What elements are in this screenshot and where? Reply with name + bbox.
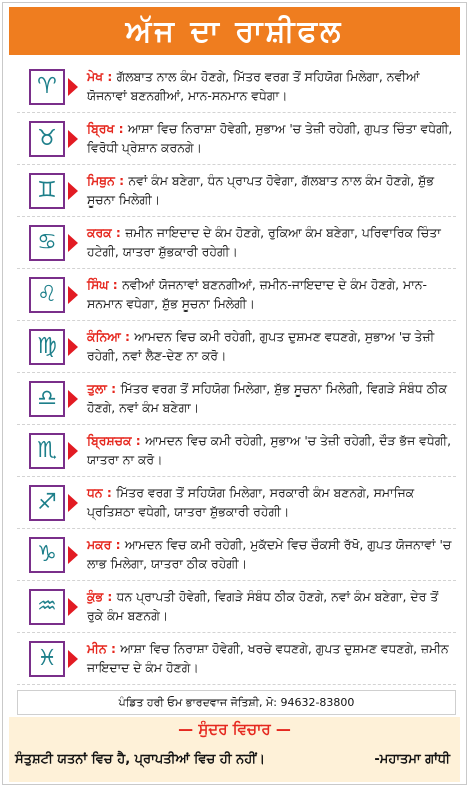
zodiac-symbol: ♍ [37,334,57,359]
cancer-icon [29,225,65,261]
horoscope-row [17,321,456,373]
sign-name: ਮੇਖ [87,69,104,84]
sign-prediction: ਧਨ ਪ੍ਰਾਪਤੀ ਹੋਵੇਗੀ, ਵਿਗੜੇ ਸੰਬੰਧ ਠੀਕ ਹੋਣਗੇ, ਨਵਾਂ ਕੰਮ ਬਣੇਗਾ, ਦੇਰ ਤੋਂ ਰੁਕੇ ਕੰਮ ਬਣਨਗੇ। [87,589,439,623]
horoscope-text [87,483,454,521]
sign-name: ਕਰਕ [87,225,112,240]
sign-name: ਧਨ [87,485,103,500]
thought-title: — ਸੁੰਦਰ ਵਿਚਾਰ — [178,720,291,738]
horoscope-text [87,223,454,261]
horoscope-text [87,171,454,209]
sign-separator: : [111,225,126,240]
sign-name: ਤੁਲਾ [87,381,107,396]
sign-prediction: ਗੱਲਬਾਤ ਨਾਲ ਕੰਮ ਹੋਣਗੇ, ਮਿੱਤਰ ਵਰਗ ਤੋਂ ਸਹਿਯੋਗ ਮਿਲੇਗਾ, ਨਵੀਆਂ ਯੋਜਨਾਵਾਂ ਬਣਨਗੀਆਂ, ਮਾਨ-ਸਨਮਾਨ ਵਧੇਗਾ। [87,69,420,103]
pointer-arrow-icon [68,286,78,304]
sign-separator: : [111,537,125,552]
sign-separator: : [114,121,128,136]
horoscope-row [17,529,456,581]
pointer-arrow-icon [68,338,78,356]
zodiac-symbol: ♑ [37,542,57,567]
sign-separator: : [106,641,121,656]
sign-separator: : [108,277,123,292]
horoscope-list [17,61,456,685]
sagittarius-icon [29,485,65,521]
zodiac-symbol: ♎ [37,386,57,411]
horoscope-row [17,217,456,269]
zodiac-symbol: ♓ [37,646,57,671]
thought-box [9,717,460,782]
sign-separator: : [103,69,117,84]
aries-icon [29,69,65,105]
sign-name: ਮਿਥੁਨ [87,173,115,188]
horoscope-row [17,269,456,321]
pointer-arrow-icon [68,598,78,616]
virgo-icon [29,329,65,365]
taurus-icon [29,121,65,157]
horoscope-page [2,2,467,785]
sign-name: ਕੰਨਿਆ [87,329,121,344]
horoscope-row [17,373,456,425]
libra-icon [29,381,65,417]
horoscope-row [17,425,456,477]
pointer-arrow-icon [68,494,78,512]
horoscope-text [87,431,454,469]
horoscope-text [87,535,454,573]
horoscope-row [17,165,456,217]
pointer-arrow-icon [68,78,78,96]
pointer-arrow-icon [68,546,78,564]
gemini-icon [29,173,65,209]
thought-author: -ਮਹਾਤਮਾ ਗਾਂਧੀ [374,752,450,767]
sign-name: ਮੀਨ [87,641,107,656]
horoscope-text [87,587,454,625]
capricorn-icon [29,537,65,573]
zodiac-symbol: ♐ [37,490,57,515]
sign-prediction: ਆਸ਼ਾ ਵਿਚ ਨਿਰਾਸ਼ਾ ਹੋਵੇਗੀ, ਖਰਚੇ ਵਧਣਗੇ, ਗੁਪਤ ਦੁਸ਼ਮਣ ਵਧਣਗੇ, ਜ਼ਮੀਨ ਜਾਇਦਾਦ ਦੇ ਕੰਮ ਹੋਣਗੇ। [87,641,449,675]
sign-separator: : [131,433,146,448]
sign-prediction: ਮਿੱਤਰ ਵਰਗ ਤੋਂ ਸਹਿਯੋਗ ਮਿਲੇਗਾ, ਸਰਕਾਰੀ ਕੰਮ ਬਣਨਗੇ, ਸਮਾਜਿਕ ਪ੍ਰਤਿਸ਼ਠਾ ਵਧੇਗੀ, ਯਾਤਰਾ ਸ਼ੁੱਭਕਾਰੀ ਰਹੇਗੀ। [87,485,415,519]
leo-icon [29,277,65,313]
zodiac-symbol: ♋ [37,230,57,255]
sign-name: ਕੁੰਭ [87,589,104,604]
zodiac-symbol: ♉ [37,126,57,151]
horoscope-text [87,275,454,313]
sign-name: ਬ੍ਰਿਸ਼ਚਕ [87,433,132,448]
pointer-arrow-icon [68,130,78,148]
sign-name: ਮਕਰ [87,537,112,552]
sign-prediction: ਨਵਾਂ ਕੰਮ ਬਣੇਗਾ, ਧੰਨ ਪ੍ਰਾਪਤ ਹੋਵੇਗਾ, ਗੱਲਬਾਤ ਨਾਲ ਕੰਮ ਹੋਣਗੇ, ਸ਼ੁੱਭ ਸੂਚਨਾ ਮਿਲੇਗੀ। [87,173,434,207]
pointer-arrow-icon [68,182,78,200]
aquarius-icon [29,589,65,625]
horoscope-text [87,327,454,365]
horoscope-text [87,639,454,677]
sign-prediction: ਆਮਦਨ ਵਿਚ ਕਮੀ ਰਹੇਗੀ, ਮੁਕੱਦਮੇ ਵਿਚ ਚੌਕਸੀ ਰੱਖੋ, ਗੁਪਤ ਯੋਜਨਾਵਾਂ 'ਚ ਲਾਭ ਮਿਲੇਗਾ, ਯਾਤਰਾ ਠੀਕ ਰਹੇਗੀ। [87,537,452,571]
zodiac-symbol: ♈ [37,74,57,99]
astrologer-credit: ਪੰਡਿਤ ਹਰੀ ਓਮ ਭਾਰਦਵਾਜ ਜੋਤਿਸ਼ੀ, ਮੋ: 94632-83800 [17,690,456,715]
sign-separator: : [102,485,117,500]
sign-name: ਬ੍ਰਿਖ [87,121,115,136]
zodiac-symbol: ♌ [37,282,57,307]
pointer-arrow-icon [68,390,78,408]
horoscope-text [87,379,454,417]
sign-prediction: ਜ਼ਮੀਨ ਜਾਇਦਾਦ ਦੇ ਕੰਮ ਹੋਣਗੇ, ਰੁਕਿਆ ਕੰਮ ਬਣੇਗਾ, ਪਰਿਵਾਰਿਕ ਚਿੰਤਾ ਹਟੇਗੀ, ਯਾਤਰਾ ਸ਼ੁੱਭਕਾਰੀ ਰਹੇਗੀ। [87,225,441,259]
sign-prediction: ਨਵੀਆਂ ਯੋਜਨਾਵਾਂ ਬਣਨਗੀਆਂ, ਜ਼ਮੀਨ-ਜਾਇਦਾਦ ਦੇ ਕੰਮ ਹੋਣਗੇ, ਮਾਨ-ਸਨਮਾਨ ਵਧੇਗਾ, ਸ਼ੁੱਭ ਸੂਚਨਾ ਮਿਲੇਗੀ। [87,277,427,311]
horoscope-row [17,581,456,633]
zodiac-symbol: ♒ [37,594,57,619]
thought-quote: ਸੰਤੁਸ਼ਟੀ ਯਤਨਾਂ ਵਿਚ ਹੈ, ਪ੍ਰਾਪਤੀਆਂ ਵਿਚ ਹੀ ਨਹੀਂ। [15,752,265,767]
page-title: ਅੱਜ ਦਾ ਰਾਸ਼ੀਫਲ [9,7,460,55]
sign-name: ਸਿੰਘ [87,277,109,292]
pisces-icon [29,641,65,677]
sign-prediction: ਮਿੱਤਰ ਵਰਗ ਤੋਂ ਸਹਿਯੋਗ ਮਿਲੇਗਾ, ਸ਼ੁੱਭ ਸੂਚਨਾ ਮਿਲੇਗੀ, ਵਿਗੜੇ ਸੰਬੰਧ ਠੀਕ ਹੋਣਗੇ, ਨਵਾਂ ਕੰਮ ਬਣੇਗਾ। [87,381,447,415]
horoscope-text [87,119,454,157]
horoscope-row [17,61,456,113]
pointer-arrow-icon [68,234,78,252]
zodiac-symbol: ♏ [37,438,57,463]
pointer-arrow-icon [68,650,78,668]
zodiac-symbol: ♊ [37,178,57,203]
horoscope-text [87,67,454,105]
horoscope-row [17,477,456,529]
sign-separator: : [114,173,129,188]
sign-prediction: ਆਮਦਨ ਵਿਚ ਕਮੀ ਰਹੇਗੀ, ਗੁਪਤ ਦੁਸ਼ਮਣ ਵਧਣਗੇ, ਸੁਭਾਅ 'ਚ ਤੇਜ਼ੀ ਰਹੇਗੀ, ਨਵਾਂ ਲੈਣ-ਦੇਣ ਨਾ ਕਰੋ। [87,329,435,363]
sign-prediction: ਆਮਦਨ ਵਿਚ ਕਮੀ ਰਹੇਗੀ, ਸੁਭਾਅ 'ਚ ਤੇਜ਼ੀ ਰਹੇਗੀ, ਦੌੜ ਭੱਜ ਵਧੇਗੀ, ਯਾਤਰਾ ਨਾ ਕਰੋ। [87,433,452,467]
scorpio-icon [29,433,65,469]
sign-prediction: ਆਸ਼ਾ ਵਿਚ ਨਿਰਾਸ਼ਾ ਹੋਵੇਗੀ, ਸੁਭਾਅ 'ਚ ਤੇਜ਼ੀ ਰਹੇਗੀ, ਗੁਪਤ ਚਿੰਤਾ ਵਧੇਗੀ, ਵਿਰੋਧੀ ਪ੍ਰੇਸ਼ਾਨ ਕਰਨਗੇ। [87,121,453,155]
sign-separator: : [120,329,135,344]
sign-separator: : [103,589,117,604]
horoscope-row [17,633,456,685]
pointer-arrow-icon [68,442,78,460]
horoscope-row [17,113,456,165]
sign-separator: : [106,381,121,396]
